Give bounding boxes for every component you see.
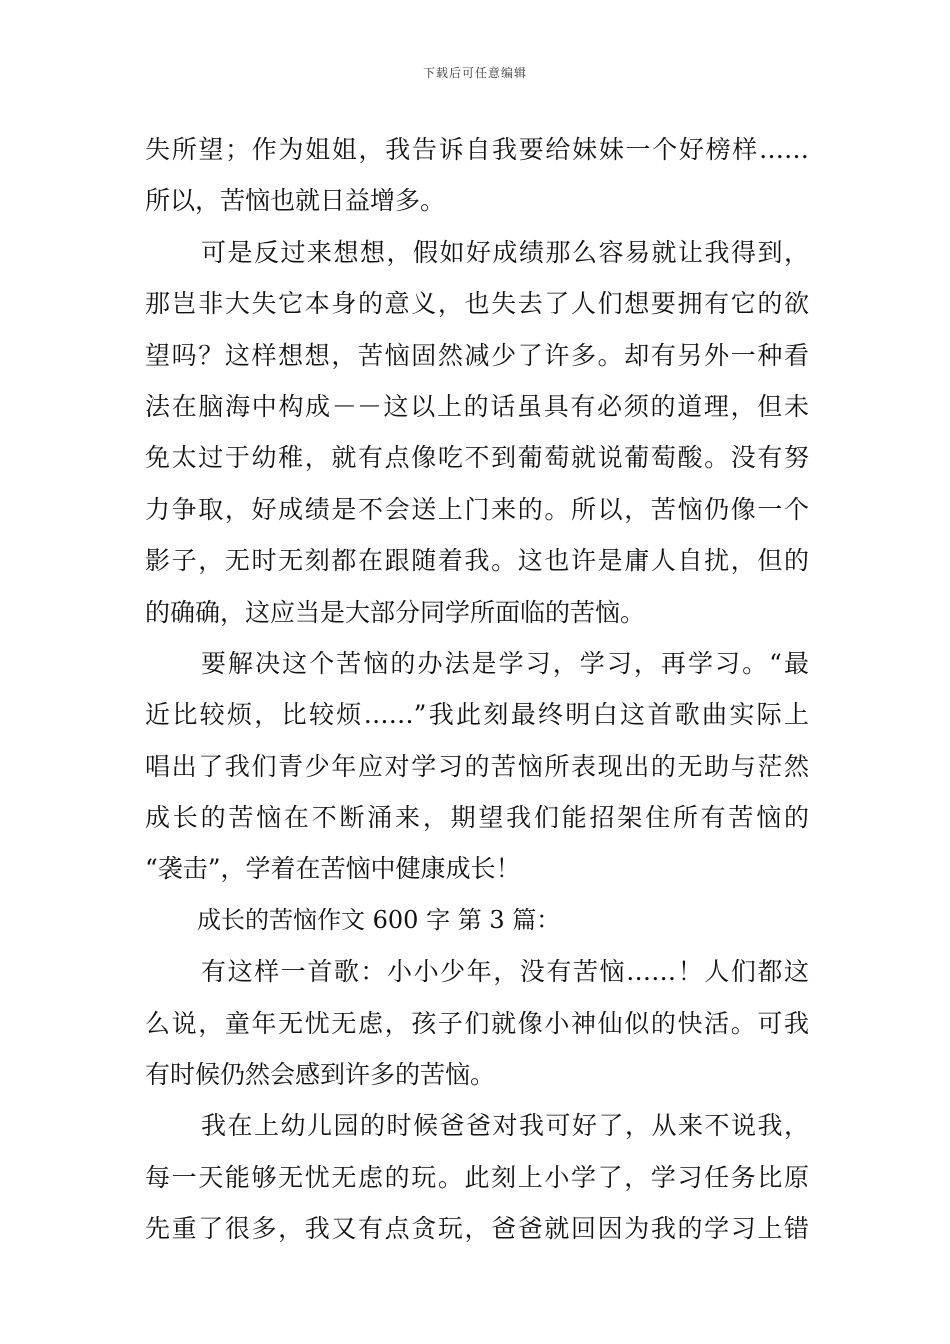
section-heading: 成长的苦恼作文 600 字 第 3 篇： [197, 905, 561, 934]
text-line: 近比较烦，比较烦……”我此刻最终明白这首歌曲实际上 [145, 700, 809, 730]
text-line: 失所望；作为姐姐，我告诉自我要给妹妹一个好榜样…… [145, 135, 809, 164]
text-line: 有时候仍然会感到许多的苦恼。 [145, 1060, 496, 1090]
text-line: 影子，无时无刻都在跟随着我。这也许是庸人自扰，但的 [145, 546, 809, 576]
text-line: 每一天能够无忧无虑的玩。此刻上小学了，学习任务比原 [145, 1162, 809, 1192]
text-line: 么说，童年无忧无虑，孩子们就像小神仙似的快活。可我 [145, 1008, 809, 1038]
text-line: 要解决这个苦恼的办法是学习，学习，再学习。“最 [201, 648, 809, 678]
text-line: 那岂非大失它本身的意义，也失去了人们想要拥有它的欲 [145, 289, 809, 319]
text-line: 先重了很多，我又有点贪玩，爸爸就回因为我的学习上错 [145, 1214, 809, 1244]
text-line: 望吗？这样想想，苦恼固然减少了许多。却有另外一种看 [145, 340, 809, 370]
page-header: 下载后可任意编辑 [422, 66, 527, 80]
text-line: 有这样一首歌：小小少年，没有苦恼……！人们都这 [201, 957, 809, 987]
text-line: 成长的苦恼在不断涌来，期望我们能招架住所有苦恼的 [145, 803, 809, 833]
text-line: 的确确，这应当是大部分同学所面临的苦恼。 [145, 597, 646, 627]
text-line: 免太过于幼稚，就有点像吃不到葡萄就说葡萄酸。没有努 [145, 443, 809, 473]
text-line: 力争取，好成绩是不会送上门来的。所以，苦恼仍像一个 [145, 494, 809, 524]
text-line: 我在上幼儿园的时候爸爸对我可好了，从来不说我， [201, 1111, 809, 1141]
text-line: “袭击”，学着在苦恼中健康成长！ [145, 854, 521, 884]
document-body [145, 124, 809, 1255]
text-line: 所以，苦恼也就日益增多。 [145, 186, 446, 216]
text-line: 唱出了我们青少年应对学习的苦恼所表现出的无助与茫然 [145, 751, 809, 781]
text-line: 法在脑海中构成－－这以上的话虽具有必须的道理，但未 [145, 391, 809, 421]
text-line: 可是反过来想想，假如好成绩那么容易就让我得到， [201, 237, 809, 267]
